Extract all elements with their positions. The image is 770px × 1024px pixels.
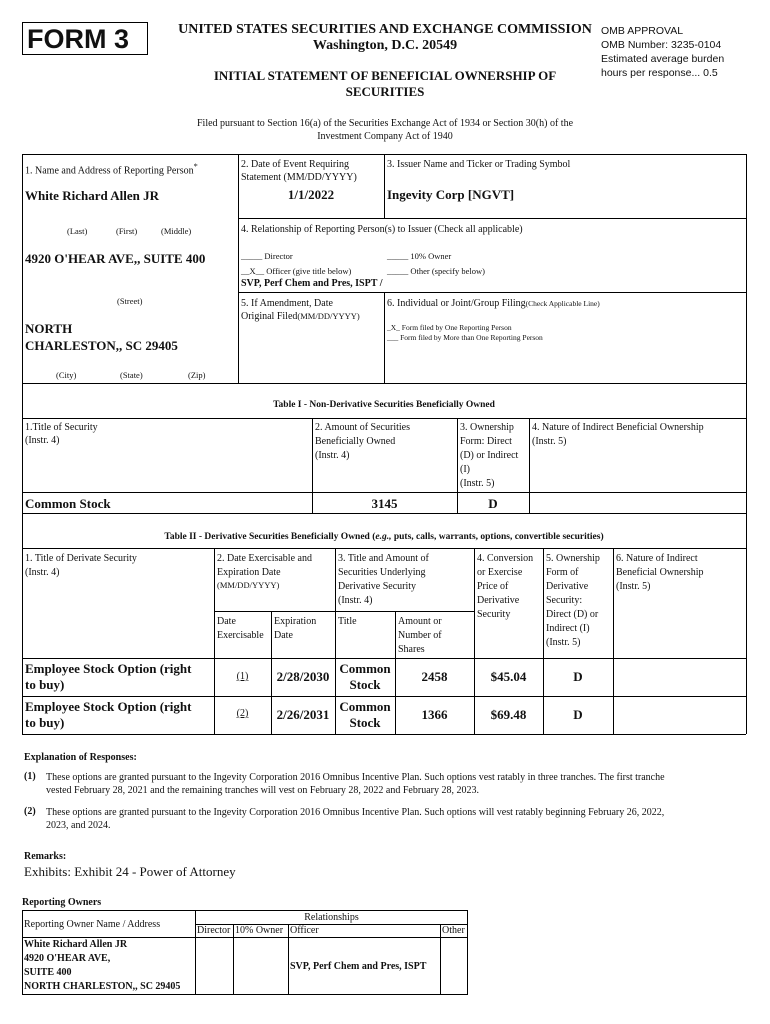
ro-owner10-cell	[234, 938, 289, 995]
grid-line	[238, 292, 746, 293]
box6-option-more: ___ Form filed by More than One Reporting Person	[387, 333, 543, 342]
box6-label: 6. Individual or Joint/Group Filing(Check Applicable Line)	[387, 298, 600, 309]
t2-col5-header: 5. Ownership Form of Derivative Security: Direct (D) or Indirect (I) (Instr. 5)	[546, 553, 600, 648]
box1-label: 1. Name and Address of Reporting Person*	[25, 162, 198, 177]
street-address: 4920 O'HEAR AVE,, SUITE 400	[25, 251, 206, 266]
form-number: FORM 3	[22, 22, 148, 55]
city-state-zip: NORTH CHARLESTON,, SC 29405	[25, 321, 178, 353]
event-date: 1/1/2022	[287, 187, 335, 202]
t2-row-form: D	[573, 669, 583, 684]
t2-col4-header: 4. Conversion or Exercise Price of Derivative Security	[477, 553, 534, 620]
ro-col-officer: Officer	[289, 924, 441, 938]
last-label: (Last)	[67, 226, 88, 236]
table-ii-title: Table II - Derivative Securities Beneficially Owned (e.g., puts, calls, warrants, options, convertible securities)	[164, 532, 604, 542]
t2-col3a-header: Title	[338, 616, 357, 627]
issuer-name: Ingevity Corp [NGVT]	[387, 187, 515, 202]
grid-line	[22, 418, 746, 419]
t2-col2b-header: Expiration Date	[274, 616, 317, 641]
first-label: (First)	[116, 226, 138, 236]
t2-col3b-header: Amount or Number of Shares	[398, 616, 442, 655]
grid-line	[22, 383, 746, 384]
t1-col1-header: 1.Title of Security (Instr. 4)	[25, 422, 98, 446]
grid-line	[214, 611, 474, 612]
t1-row-amount: 3145	[371, 496, 398, 511]
other-option: _____ Other (specify below)	[387, 266, 485, 276]
t2-row-shares: 2458	[421, 669, 448, 684]
grid-line	[22, 734, 746, 735]
asterisk-mark: *	[193, 162, 198, 171]
note-number: (1)	[24, 771, 36, 782]
grid-line	[384, 154, 385, 218]
grid-line	[238, 218, 746, 219]
ro-col-other: Other	[441, 924, 468, 938]
t1-row-security: Common Stock	[25, 496, 111, 511]
t1-row-form: D	[488, 496, 498, 511]
ro-col-relationships: Relationships	[196, 911, 468, 925]
explanation-heading: Explanation of Responses:	[24, 752, 137, 763]
t2-col6-header: 6. Nature of Indirect Beneficial Ownership (Instr. 5)	[616, 553, 704, 592]
t2-col2a-header: Date Exercisable	[217, 616, 264, 641]
officer-option: __X__ Officer (give title below)	[241, 266, 352, 276]
t2-row-price: $69.48	[490, 707, 527, 722]
note-text: These options are granted pursuant to the Ingevity Corporation 2016 Omnibus Incentive Plan. Such options vest ratably in three tranches. The first tranche vested February 28, 2021 and the remaining tranches will vest on February 28, 2022 and February 28, 2023.	[46, 772, 665, 796]
officer-title: SVP, Perf Chem and Pres, ISPT /	[241, 278, 383, 289]
t1-col3-header: 3. Ownership Form: Direct (D) or Indirect (I) (Instr. 5)	[460, 422, 519, 489]
table-i-title: Table I - Non-Derivative Securities Beneficially Owned	[273, 400, 495, 410]
grid-line	[22, 513, 746, 514]
grid-line	[22, 696, 746, 697]
t2-row-underlying-title: Common Stock	[339, 661, 391, 692]
t2-row-price: $45.04	[490, 669, 527, 684]
ro-director-cell	[196, 938, 234, 995]
grid-line	[746, 383, 747, 513]
remarks-heading: Remarks:	[24, 851, 67, 862]
footnote-link-2[interactable]: (2)	[236, 708, 249, 719]
state-label: (State)	[120, 370, 143, 380]
t2-row-underlying-title: Common Stock	[339, 699, 391, 730]
grid-line	[746, 154, 747, 383]
box5-label: 5. If Amendment, Date Original Filed(MM/DD/YYYY)	[241, 298, 360, 322]
reporting-owners-table	[22, 910, 468, 995]
reporting-owners-heading: Reporting Owners	[22, 897, 102, 908]
t2-col3-header: 3. Title and Amount of Securities Underlying Derivative Security (Instr. 4)	[338, 553, 429, 606]
ro-col-director: Director	[196, 924, 234, 938]
ro-officer-cell: SVP, Perf Chem and Pres, ISPT	[289, 938, 441, 995]
middle-label: (Middle)	[161, 226, 192, 236]
grid-line	[529, 418, 530, 513]
form-title: INITIAL STATEMENT OF BENEFICIAL OWNERSHIP OF SECURITIES	[213, 68, 557, 99]
table-row	[23, 938, 468, 995]
grid-line	[22, 548, 746, 549]
t2-row-shares: 1366	[421, 707, 448, 722]
t1-col4-header: 4. Nature of Indirect Beneficial Ownership (Instr. 5)	[532, 422, 704, 447]
reporting-person-name: White Richard Allen JR	[25, 188, 159, 203]
ro-owner-cell: White Richard Allen JR 4920 O'HEAR AVE, SUITE 400 NORTH CHARLESTON,, SC 29405	[23, 938, 196, 995]
t2-row-form: D	[573, 707, 583, 722]
city-label: (City)	[56, 370, 77, 380]
zip-label: (Zip)	[188, 370, 206, 380]
filed-pursuant-note: Filed pursuant to Section 16(a) of the Securities Exchange Act of 1934 or Section 30(h) of the Investment Company Act of 1940	[196, 118, 574, 142]
agency-name: UNITED STATES SECURITIES AND EXCHANGE COMMISSION Washington, D.C. 20549	[178, 22, 592, 53]
grid-line	[746, 513, 747, 734]
t2-row-expiration: 2/28/2030	[276, 669, 330, 684]
t1-col2-header: 2. Amount of Securities Beneficially Owned (Instr. 4)	[315, 422, 410, 461]
t2-col1-header: 1. Title of Derivate Security (Instr. 4)	[25, 553, 137, 578]
ro-col-owner10: 10% Owner	[234, 924, 289, 938]
t2-row-expiration: 2/26/2031	[276, 707, 330, 722]
footnote-link-1[interactable]: (1)	[236, 671, 249, 682]
box4-label: 4. Relationship of Reporting Person(s) to Issuer (Check all applicable)	[241, 224, 523, 235]
omb-approval: OMB APPROVAL OMB Number: 3235-0104 Estimated average burden hours per response... 0.5	[601, 25, 725, 79]
director-option: _____ Director	[241, 251, 293, 261]
t2-row-title: Employee Stock Option (right to buy)	[25, 699, 192, 730]
ro-other-cell	[441, 938, 468, 995]
remarks-text: Exhibits: Exhibit 24 - Power of Attorney	[24, 864, 236, 879]
grid-line	[384, 292, 385, 383]
t2-row-title: Employee Stock Option (right to buy)	[25, 661, 192, 692]
street-label: (Street)	[117, 296, 143, 306]
grid-line	[22, 658, 746, 659]
owner10-option: _____ 10% Owner	[387, 251, 452, 261]
box3-label: 3. Issuer Name and Ticker or Trading Symbol	[387, 159, 571, 170]
box2-label: 2. Date of Event Requiring Statement (MM/DD/YYYY)	[241, 159, 357, 183]
note-number: (2)	[24, 806, 36, 817]
grid-line	[22, 492, 746, 493]
box6-option-one: _X_ Form filed by One Reporting Person	[387, 323, 512, 332]
ro-col-name: Reporting Owner Name / Address	[23, 911, 196, 938]
t2-col2-header: 2. Date Exercisable and Expiration Date (MM/DD/YYYY)	[217, 553, 312, 590]
grid-line	[22, 513, 23, 734]
grid-line	[613, 548, 614, 734]
grid-line	[22, 154, 23, 383]
note-text: These options are granted pursuant to the Ingevity Corporation 2016 Omnibus Incentive Plan. Such options will vest ratably beginning February 26, 2022, 2023, and 2024.	[46, 807, 665, 831]
